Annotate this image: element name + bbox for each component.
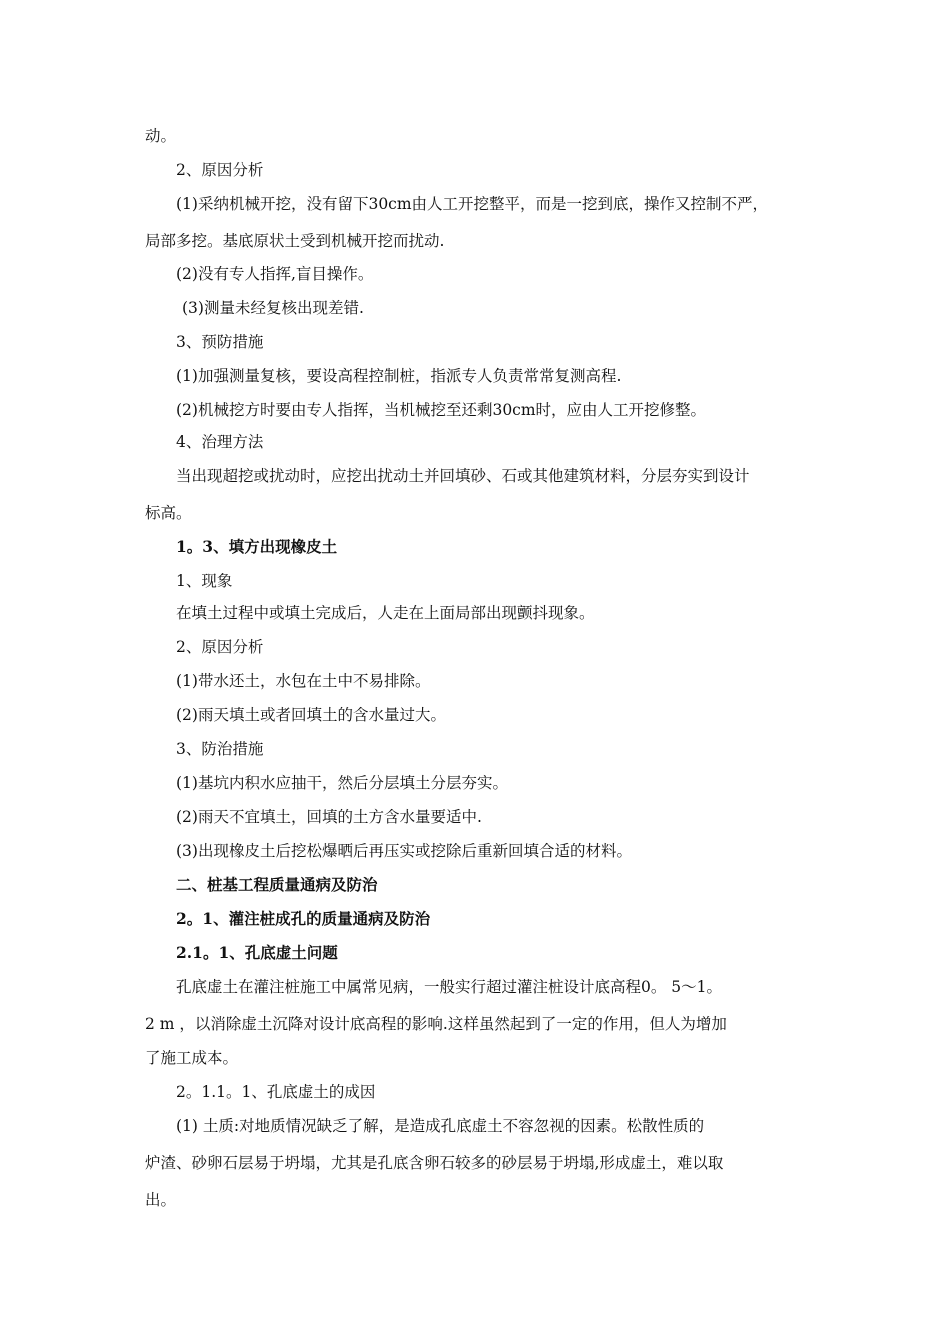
subheading: 3、预防措施 <box>176 333 264 351</box>
text-line: (3)测量未经复核出现差错. <box>182 299 364 317</box>
text-line: (1)带水还土，水包在土中不易排除。 <box>176 672 431 690</box>
text-line: (2)没有专人指挥,盲目操作。 <box>176 265 374 283</box>
text-line: 2 m ，以消除虚土沉降对设计底高程的影响.这样虽然起到了一定的作用，但人为增加 <box>145 1015 727 1033</box>
text-line: 炉渣、砂卵石层易于坍塌，尤其是孔底含卵石较多的砂层易于坍塌,形成虚土，难以取 <box>145 1154 724 1172</box>
text-line: (2)雨天填土或者回填土的含水量过大。 <box>176 706 446 724</box>
subheading: 2、原因分析 <box>176 638 264 656</box>
section-heading: 1。3、填方出现橡皮土 <box>176 537 338 556</box>
text-line: 了施工成本。 <box>145 1049 239 1067</box>
section-heading: 2.1。1、孔底虚土问题 <box>176 943 338 962</box>
subheading: 2。1.1。1、孔底虚土的成因 <box>176 1083 376 1101</box>
subheading: 3、防治措施 <box>176 740 264 758</box>
text-line: (1) 土质:对地质情况缺乏了解，是造成孔底虚土不容忽视的因素。松散性质的 <box>176 1117 705 1135</box>
subheading: 4、治理方法 <box>176 433 264 451</box>
text-line: (1)基坑内积水应抽干，然后分层填土分层夯实。 <box>176 774 508 792</box>
text-line: (2)雨天不宜填土，回填的土方含水量要适中. <box>176 808 482 826</box>
text-line: 动。 <box>145 127 177 145</box>
text-line: (1)采纳机械开挖，没有留下30cm由人工开挖整平，而是一挖到底，操作又控制不严， <box>176 195 769 213</box>
chapter-heading: 二、桩基工程质量通病及防治 <box>176 875 378 894</box>
text-line: 出。 <box>145 1191 177 1209</box>
text-line: 孔底虚土在灌注桩施工中属常见病，一般实行超过灌注桩设计底高程0。 5～1。 <box>176 978 723 996</box>
text-line: 局部多挖。基底原状土受到机械开挖而扰动. <box>145 232 445 250</box>
text-line: (3)出现橡皮土后挖松爆晒后再压实或挖除后重新回填合适的材料。 <box>176 842 632 860</box>
subheading: 2、原因分析 <box>176 161 264 179</box>
subheading: 1、现象 <box>176 572 233 590</box>
section-heading: 2。1、灌注桩成孔的质量通病及防治 <box>176 909 431 928</box>
text-line: 在填土过程中或填土完成后，人走在上面局部出现颤抖现象。 <box>176 604 595 622</box>
text-line: 标高。 <box>145 504 192 522</box>
text-line: 当出现超挖或扰动时，应挖出扰动土并回填砂、石或其他建筑材料，分层夯实到设计 <box>176 467 750 485</box>
text-line: (1)加强测量复核，要设高程控制桩，指派专人负责常常复测高程. <box>176 367 622 385</box>
text-line: (2)机械挖方时要由专人指挥，当机械挖至还剩30cm时，应由人工开挖修整。 <box>176 401 707 419</box>
